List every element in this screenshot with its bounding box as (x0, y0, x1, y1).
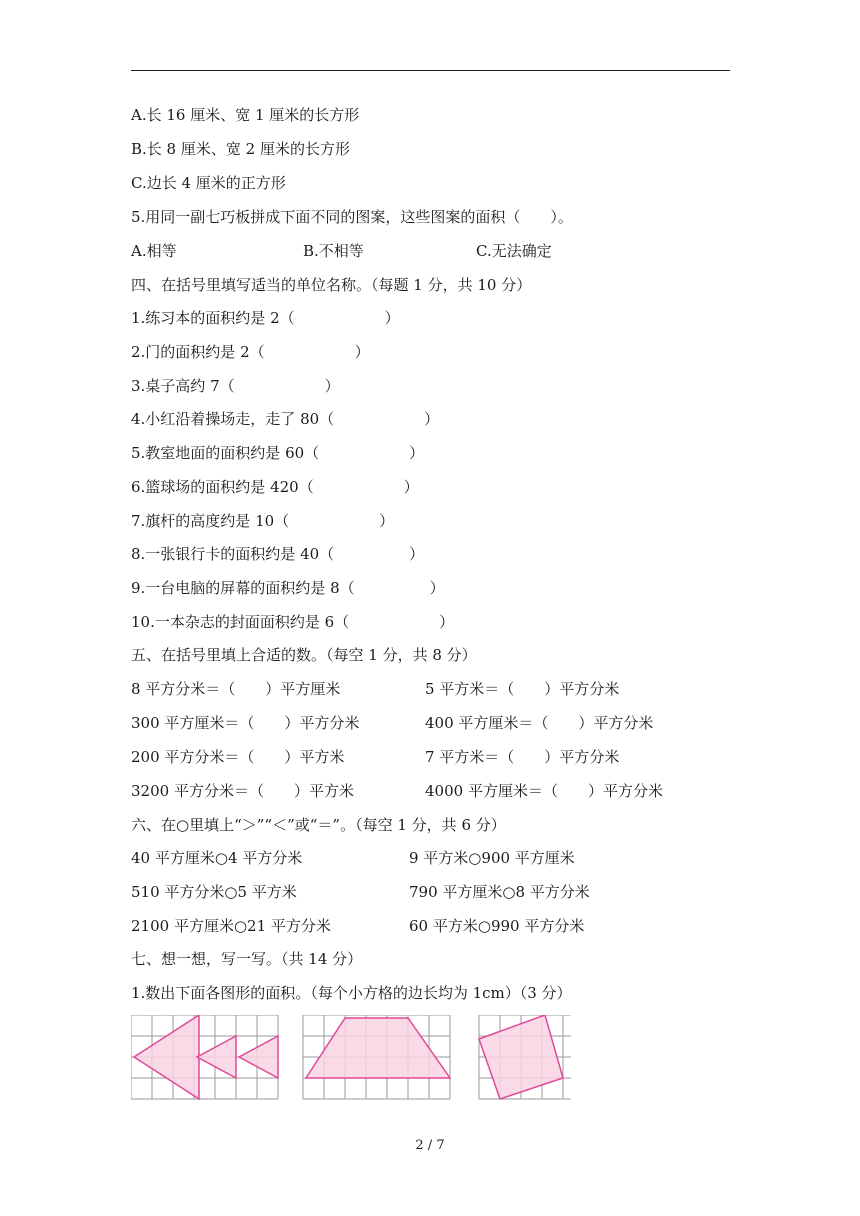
s4-item-10: 10.一本杂志的封面面积约是 6（ ） (131, 613, 455, 631)
tilted-square (479, 1015, 563, 1099)
s6-row3-right: 60 平方米○990 平方分米 (409, 917, 585, 935)
choice-a: A.长 16 厘米、宽 1 厘米的长方形 (131, 106, 360, 124)
section7-title: 七、想一想，写一写。（共 14 分） (131, 950, 363, 968)
section4-title: 四、在括号里填写适当的单位名称。（每题 1 分，共 10 分） (131, 276, 532, 294)
s4-item-1: 1.练习本的面积约是 2（ ） (131, 309, 400, 327)
q5-option-c: C.无法确定 (476, 242, 552, 260)
s4-item-4: 4.小红沿着操场走，走了 80（ ） (131, 410, 440, 428)
s4-item-7: 7.旗杆的高度约是 10（ ） (131, 512, 395, 530)
s5-row1-left: 8 平方分米＝（ ）平方厘米 (131, 680, 341, 698)
q5-stem: 5.用同一副七巧板拼成下面不同的图案，这些图案的面积（ ）。 (131, 208, 573, 226)
grid-figure-1 (131, 1015, 278, 1099)
triangle-small (239, 1036, 278, 1078)
grid-figure-3 (479, 1015, 571, 1099)
s5-row3-left: 200 平方分米＝（ ）平方米 (131, 748, 345, 766)
s5-row3-right: 7 平方米＝（ ）平方分米 (425, 748, 620, 766)
s5-row2-right: 400 平方厘米＝（ ）平方分米 (425, 714, 654, 732)
s6-row1-right: 9 平方米○900 平方厘米 (409, 849, 575, 867)
s4-item-5: 5.教室地面的面积约是 60（ ） (131, 444, 425, 462)
s6-row2-left: 510 平方分米○5 平方米 (131, 883, 297, 901)
s6-row2-right: 790 平方厘米○8 平方分米 (409, 883, 590, 901)
trapezoid (306, 1018, 450, 1078)
area-figures (131, 1015, 571, 1105)
grid-figure-2 (303, 1015, 450, 1099)
header-rule (131, 70, 730, 71)
s5-row4-left: 3200 平方分米＝（ ）平方米 (131, 782, 354, 800)
section5-title: 五、在括号里填上合适的数。（每空 1 分，共 8 分） (131, 646, 477, 664)
s4-item-2: 2.门的面积约是 2（ ） (131, 343, 370, 361)
choice-c: C.边长 4 厘米的正方形 (131, 174, 286, 192)
s4-item-8: 8.一张银行卡的面积约是 40（ ） (131, 545, 425, 563)
s6-row1-left: 40 平方厘米○4 平方分米 (131, 849, 303, 867)
s5-row4-right: 4000 平方厘米＝（ ）平方分米 (425, 782, 663, 800)
s5-row2-left: 300 平方厘米＝（ ）平方分米 (131, 714, 360, 732)
s5-row1-right: 5 平方米＝（ ）平方分米 (425, 680, 620, 698)
s4-item-3: 3.桌子高约 7（ ） (131, 377, 340, 395)
triangle-large (134, 1015, 199, 1099)
s4-item-6: 6.篮球场的面积约是 420（ ） (131, 478, 419, 496)
choice-b: B.长 8 厘米、宽 2 厘米的长方形 (131, 140, 350, 158)
section6-title: 六、在○里填上“＞”“＜”或“＝”。（每空 1 分，共 6 分） (131, 816, 506, 834)
q5-option-a: A.相等 (131, 242, 177, 260)
q5-option-b: B.不相等 (303, 242, 364, 260)
s4-item-9: 9.一台电脑的屏幕的面积约是 8（ ） (131, 579, 445, 597)
triangle-medium (197, 1036, 236, 1078)
s7-q1: 1.数出下面各图形的面积。（每个小方格的边长均为 1cm）（3 分） (131, 984, 572, 1002)
page-number: 2 / 7 (415, 1138, 445, 1153)
s6-row3-left: 2100 平方厘米○21 平方分米 (131, 917, 331, 935)
